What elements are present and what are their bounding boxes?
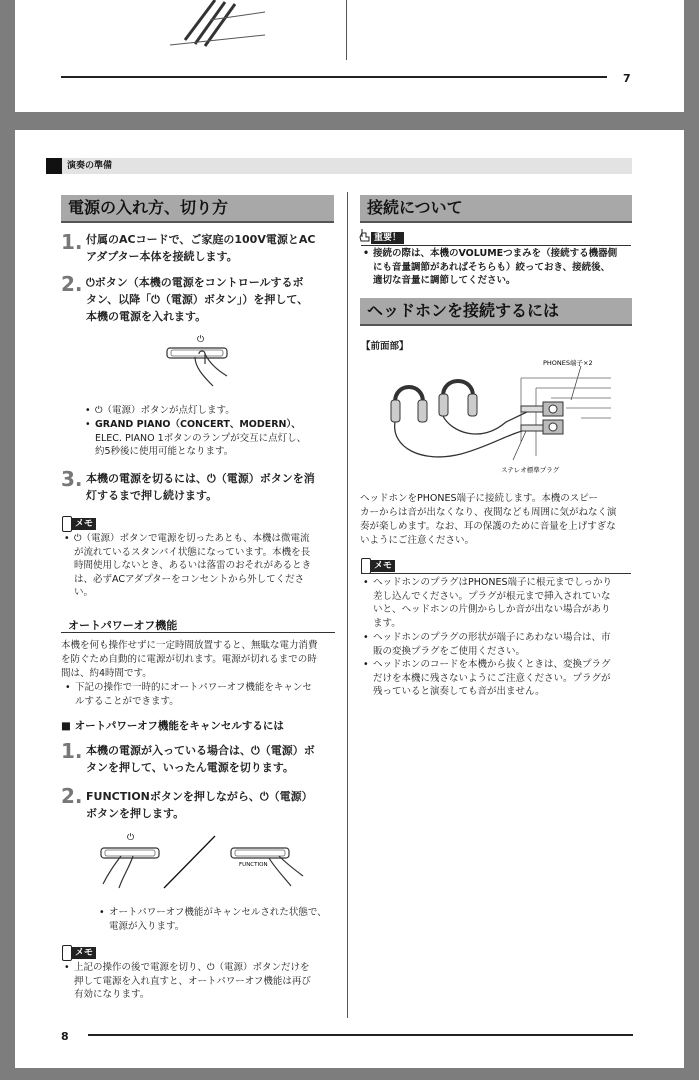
bullet-item (99, 906, 349, 933)
text-line: は、必ずACアダプターをコンセントから外してくださ (74, 573, 305, 585)
text-line: 有効になります。 (74, 989, 150, 1000)
memo-bullet (363, 576, 645, 630)
text-line: • 上記の操作の後で電源を切り、⏻（電源）ボタンだけを (74, 962, 310, 973)
text-line: が流れているスタンバイ状態になっています。本機を長 (74, 546, 311, 558)
page-number: 7 (623, 72, 631, 85)
text-line: 付属のACコードで、ご家庭の100V電源とAC (86, 233, 316, 246)
text-line: ます。 (373, 617, 401, 629)
text-line: い。 (74, 587, 94, 598)
section-title-headphones: ヘッドホンを接続するには (360, 298, 632, 326)
auto-off-text (61, 639, 341, 681)
memo-label: メモ (72, 518, 96, 530)
step-number: 3. (61, 467, 83, 491)
text-line: にも音量調節があればそちらも）絞っておき、接続後、 (373, 261, 611, 273)
text-line: • ヘッドホンのコードを本機から抜くときは、変換プラグ (373, 659, 611, 670)
text-line: • GRAND PIANO（CONCERT、MODERN）、 (95, 419, 301, 430)
step-number: 2. (61, 272, 83, 296)
section-title-power: 電源の入れ方、切り方 (61, 195, 334, 223)
text-line: • 接続の際は、本機のVOLUMEつまみを（接続する機器側 (373, 248, 618, 259)
memo-bullet (363, 658, 645, 699)
power-function-illustration (99, 828, 329, 893)
step-number: 2. (61, 784, 83, 808)
text-line: 本機を何も操作せずに一定時間放置すると、無駄な電力消費 (61, 640, 318, 651)
text-line: 灯するまで押し続けます。 (86, 489, 218, 502)
text-line: いと、ヘッドホンの片側からしか音が出ない場合があり (373, 604, 611, 615)
step-text (86, 274, 308, 325)
memo-bullet (64, 532, 349, 600)
text-line: アダプター本体を接続します。 (86, 250, 238, 263)
text-line: タンを押して、いったん電源を切ります。 (86, 761, 294, 774)
step-text (86, 231, 315, 265)
page-number: 8 (61, 1030, 69, 1043)
headphone-illustration (381, 352, 621, 482)
text-line: を防ぐため自動的に電源が切れます。電源が切れるまでの時 (61, 654, 317, 665)
text-line: ヘッドホンをPHONES端子に接続します。本機のスピー (360, 493, 598, 504)
text-line: • 下記の操作で一時的にオートパワーオフ機能をキャンセ (75, 682, 312, 693)
text-line: • ヘッドホンのプラグの形状が端子にあわない場合は、市 (373, 632, 611, 643)
text-line: ルすることができます。 (75, 695, 179, 707)
subsection-title-auto-off: オートパワーオフ機能 (68, 619, 178, 632)
text-line: 差し込んでください。プラグが根元まで挿入されていな (373, 590, 611, 602)
text-line: • オートパワーオフ機能がキャンセルされた状態で、 (109, 907, 327, 918)
piano-illustration-fragment (165, 0, 285, 50)
text-line: 販の変換プラグをご使用ください。 (373, 645, 526, 657)
hand-pointer-icon (359, 228, 371, 242)
cancel-heading: ■ オートパワーオフ機能をキャンセルするには (61, 720, 284, 732)
memo-label: メモ (371, 560, 395, 572)
headphone-body-text (360, 492, 635, 548)
text-line: 本機の電源が入っている場合は、⏻（電源）ボ (86, 744, 315, 757)
power-button-illustration (165, 332, 245, 392)
header-marker (46, 158, 62, 174)
text-line: 押して電源を入れ直すと、オートパワーオフ機能は再び (74, 975, 311, 987)
bullet-item (85, 404, 345, 418)
column-divider (346, 0, 347, 60)
memo-icon (62, 516, 72, 532)
svg-text:⏻: ⏻ (197, 335, 205, 345)
column-divider (347, 192, 348, 1018)
subsection-rule (61, 632, 335, 633)
header-label: 演奏の準備 (67, 161, 113, 171)
step-text (86, 742, 315, 776)
text-line: だけを本機に残さないようにご注意ください。プラグが (373, 672, 611, 684)
function-label: FUNCTION (239, 862, 268, 868)
text-line: • ⏻（電源）ボタンで電源を切ったあとも、本機は微電流 (74, 533, 310, 544)
text-line: 電源が入ります。 (109, 920, 185, 932)
manual-page (15, 130, 684, 1068)
text-line: ボタンを押します。 (86, 807, 185, 820)
bullet-item (85, 418, 345, 459)
important-rule (361, 245, 631, 246)
text-line: • ⏻（電源）ボタンが点灯します。 (95, 405, 235, 416)
step-number: 1. (61, 230, 83, 254)
text-line: 残っていると演奏しても音が出ません。 (373, 686, 545, 697)
text-line: 時間使用しないとき、あるいは落雷のおそれがあるとき (74, 560, 312, 571)
important-label: 重要！ (371, 232, 404, 244)
memo-rule (361, 573, 631, 574)
text-line: FUNCTIONボタンを押しながら、⏻（電源） (86, 790, 313, 803)
memo-icon (62, 945, 72, 961)
footer-rule (88, 1034, 633, 1036)
step-text (86, 788, 313, 822)
memo-label: メモ (72, 947, 96, 959)
memo-bullet (64, 961, 349, 1002)
text-line: 間は、約4時間です。 (61, 668, 152, 679)
text-line: いようにご注意ください。 (360, 535, 475, 546)
header-bar (46, 158, 632, 174)
text-line: 奏が楽しめます。なお、耳の保護のために音量を上げすぎな (360, 521, 616, 532)
text-line: タン、以降「⏻（電源）ボタン」）を押して、 (86, 293, 309, 306)
front-label: 【前面部】 (361, 341, 409, 352)
text-line: ⏻ボタン（本機の電源をコントロールするボ (86, 276, 304, 289)
important-bullet (363, 247, 645, 288)
previous-page (15, 0, 684, 112)
phones-label: PHONES端子×2 (543, 359, 593, 367)
text-line: 本機の電源を入れます。 (86, 310, 207, 323)
step-number: 1. (61, 739, 83, 763)
text-line: ELEC. PIANO 1ボタンのランプが交互に点灯し、 (95, 432, 307, 444)
text-line: 本機の電源を切るには、⏻（電源）ボタンを消 (86, 472, 315, 485)
text-line: • ヘッドホンのプラグはPHONES端子に根元までしっかり (373, 577, 612, 588)
memo-bullet (363, 631, 645, 658)
step-text (86, 470, 315, 504)
section-title-connection: 接続について (360, 195, 632, 223)
svg-text:⏻: ⏻ (127, 833, 135, 843)
footer-rule (61, 76, 607, 78)
bullet-item (65, 681, 350, 708)
text-line: 約5秒後に使用可能となります。 (95, 446, 234, 457)
text-line: カーからは音が出なくなり、夜間なども周囲に気がねなく演 (360, 507, 617, 518)
memo-icon (361, 558, 371, 574)
text-line: 適切な音量に調節してください。 (373, 275, 516, 286)
plug-label: ステレオ標準プラグ (501, 466, 560, 474)
